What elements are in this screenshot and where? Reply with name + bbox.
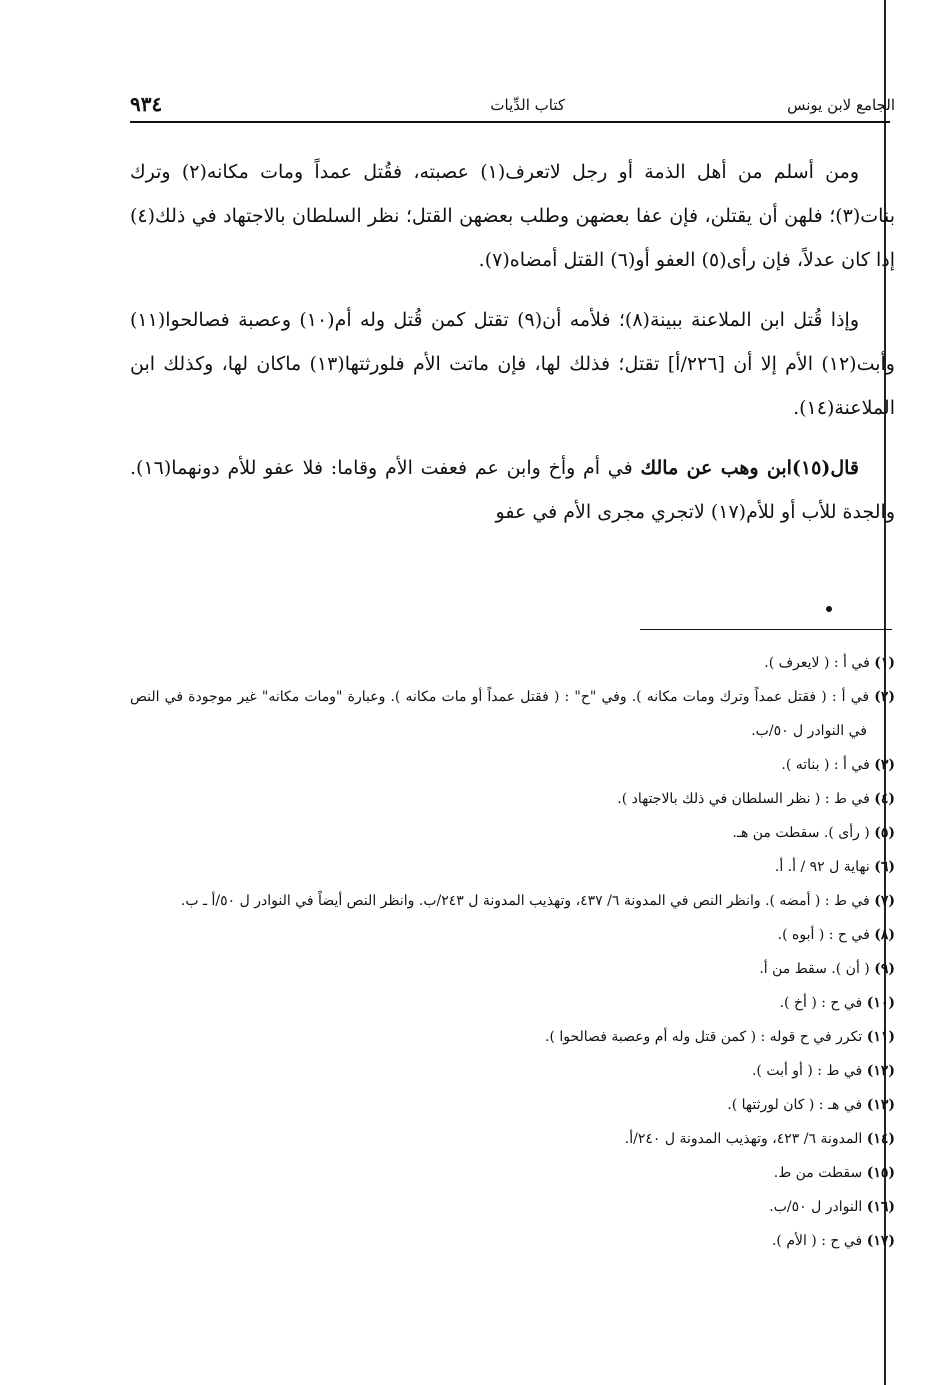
- main-text: [130, 150, 895, 550]
- footnote-text: في ح : ( الأم ).: [771, 1233, 863, 1249]
- footnote: [130, 1122, 895, 1156]
- footnote: [130, 816, 895, 850]
- footnote-number: (١): [874, 655, 895, 671]
- header-divider: [130, 121, 890, 123]
- footnote: [130, 680, 895, 748]
- paragraph-body: في أم وأخ وابن عم فعفت الأم وقاما: فلا عفو للأم دونهما(١٦). والجدة للأب أو للأم(١٧) لاتجري مجرى الأم في عفو: [130, 457, 895, 523]
- footnote-number: (٨): [874, 927, 895, 943]
- footnote-number: (٥): [874, 825, 895, 841]
- footnote-divider: [640, 629, 892, 630]
- footnote-text: في ط : ( أمضه ). وانظر النص في المدونة ٦/ ٤٣٧، وتهذيب المدونة ل ٢٤٣/ب. وانظر النص أيضاً في النوادر ل ٥٠/أ ـ ب.: [180, 893, 870, 909]
- footnote-text: في ط : ( أو أبت ).: [751, 1063, 863, 1079]
- footnote-text: في هـ : ( كان لورثتها ).: [727, 1097, 863, 1113]
- footnote: [130, 782, 895, 816]
- footnotes: [130, 646, 895, 1258]
- footnote: [130, 646, 895, 680]
- footnote-text: المدونة ٦/ ٤٢٣، وتهذيب المدونة ل ٢٤٠/أ.: [624, 1131, 863, 1147]
- footnote-text: في ح : ( أخ ).: [779, 995, 863, 1011]
- footnote-number: (٦): [874, 859, 895, 875]
- footnote-number: (١٠): [866, 995, 895, 1011]
- footnote-number: (١٢): [866, 1063, 895, 1079]
- footnote-text: في ح : ( أبوه ).: [777, 927, 870, 943]
- paragraph: ومن أسلم من أهل الذمة أو رجل لاتعرف(١) عصبته، فقُتل عمداً ومات مكانه(٢) وترك بنات(٣)؛ فلهن أن يقتلن، فإن عفا بعضهن وطلب بعضهن القتل؛ نظر السلطان بالاجتهاد في ذلك(٤) إذا كان عدلاً، فإن رأى(٥) العفو أو(٦) القتل أمضاه(٧).: [130, 161, 895, 271]
- footnote: [130, 748, 895, 782]
- footnote: [130, 1054, 895, 1088]
- footnote-text: في أ : ( فقتل عمداً وترك ومات مكانه ). وفي "ح" : ( فقتل عمداً أو مات مكانه ). وعبارة "ومات مكانه" غير موجودة في النص في النوادر ل ٥٠/ب.: [130, 689, 870, 739]
- paragraph-lead: قال(١٥)ابن وهب عن مالك: [640, 457, 859, 479]
- footnote-text: النوادر ل ٥٠/ب.: [769, 1199, 863, 1215]
- footnote-text: في أ : ( بناته ).: [781, 757, 870, 773]
- page-number: ٩٣٤: [130, 92, 163, 116]
- footnote-number: (١٦): [866, 1199, 895, 1215]
- footnote-text: في أ : ( لايعرف ).: [764, 655, 870, 671]
- running-header: [130, 92, 895, 122]
- footnote: [130, 986, 895, 1020]
- footnote-number: (١٣): [866, 1097, 895, 1113]
- paragraph: [130, 446, 895, 534]
- footnote: [130, 1020, 895, 1054]
- footnote: [130, 952, 895, 986]
- footnote-number: (٧): [874, 893, 895, 909]
- chapter-title: كتاب الدِّيات: [490, 96, 565, 114]
- footnote: [130, 850, 895, 884]
- footnote-text: سقطت من ط.: [773, 1165, 863, 1181]
- footnote-number: (٤): [874, 791, 895, 807]
- footnote: [130, 1156, 895, 1190]
- footnote: [130, 884, 895, 918]
- dot-mark: [826, 606, 832, 612]
- footnote: [130, 1088, 895, 1122]
- footnote-text: تكرر في ح قوله : ( كمن قتل وله أم وعصبة فصالحوا ).: [545, 1029, 863, 1045]
- footnote-number: (١٥): [866, 1165, 895, 1181]
- footnote: [130, 918, 895, 952]
- footnote-number: (٣): [874, 757, 895, 773]
- footnote-text: نهاية ل ٩٢ / أ. أ.: [774, 859, 870, 875]
- book-title: الجامع لابن يونس: [787, 96, 895, 114]
- footnote-number: (١١): [866, 1029, 895, 1045]
- footnote-text: ( رأى ). سقطت من هـ.: [732, 825, 870, 841]
- footnote-text: ( أن ). سقط من أ.: [759, 961, 870, 977]
- footnote-number: (١٧): [866, 1233, 895, 1249]
- footnote-number: (١٤): [866, 1131, 895, 1147]
- footnote-text: في ط : ( نظر السلطان في ذلك بالاجتهاد ).: [617, 791, 870, 807]
- footnote-number: (٢): [874, 689, 895, 705]
- paragraph: وإذا قُتل ابن الملاعنة ببينة(٨)؛ فلأمه أن(٩) تقتل كمن قُتل وله أم(١٠) وعصبة فصالحوا(١١) وأبت(١٢) الأم إلا أن [٢٢٦/أ] تقتل؛ فذلك لها، فإن ماتت الأم فلورثتها(١٣) ماكان لها، وكذلك ابن الملاعنة(١٤).: [130, 309, 895, 419]
- footnote: [130, 1224, 895, 1258]
- footnote: [130, 1190, 895, 1224]
- footnote-number: (٩): [874, 961, 895, 977]
